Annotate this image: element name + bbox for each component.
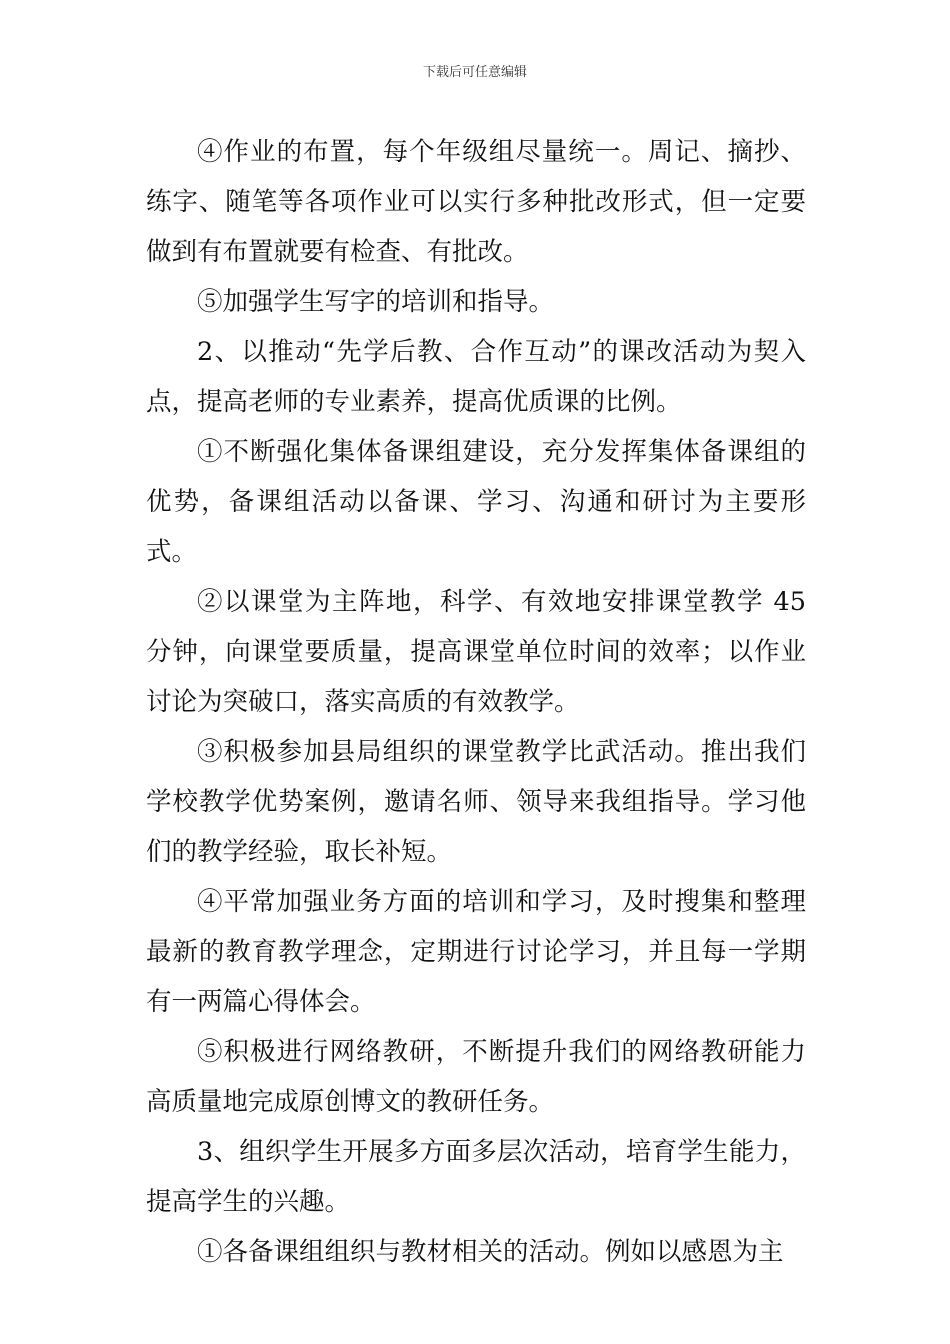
page-header: 下载后可任意编辑	[422, 65, 527, 80]
paragraph-section-3-heading: 3、组织学生开展多方面多层次活动，培育学生能力，提高学生的兴趣。	[146, 1137, 806, 1217]
paragraph-classroom-efficiency: ②以课堂为主阵地，科学、有效地安排课堂教学 45 分钟，向课堂要质量，提高课堂单位时间的效率；以作业讨论为突破口，落实高质的有效教学。	[146, 587, 806, 717]
paragraph-homework-assignment: ④作业的布置，每个年级组尽量统一。周记、摘抄、练字、随笔等各项作业可以实行多种批改形式，但一定要做到有布置就要有检查、有批改。	[146, 137, 806, 267]
document-body	[146, 127, 806, 1277]
paragraph-lesson-prep-groups: ①不断强化集体备课组建设，充分发挥集体备课组的优势，备课组活动以备课、学习、沟通和研讨为主要形式。	[146, 437, 806, 567]
paragraph-professional-training: ④平常加强业务方面的培训和学习，及时搜集和整理最新的教育教学理念，定期进行讨论学习，并且每一学期有一两篇心得体会。	[146, 887, 806, 1017]
paragraph-section-2-heading: 2、以推动“先学后教、合作互动”的课改活动为契入点，提高老师的专业素养，提高优质课的比例。	[146, 337, 806, 417]
paragraph-online-research: ⑤积极进行网络教研，不断提升我们的网络教研能力高质量地完成原创博文的教研任务。	[146, 1037, 806, 1117]
paragraph-textbook-activities: ①各备课组组织与教材相关的活动。例如以感恩为主	[197, 1237, 784, 1267]
paragraph-writing-training: ⑤加强学生写字的培训和指导。	[197, 287, 555, 317]
paragraph-teaching-competition: ③积极参加县局组织的课堂教学比武活动。推出我们学校教学优势案例，邀请名师、领导来我组指导。学习他们的教学经验，取长补短。	[146, 737, 806, 867]
